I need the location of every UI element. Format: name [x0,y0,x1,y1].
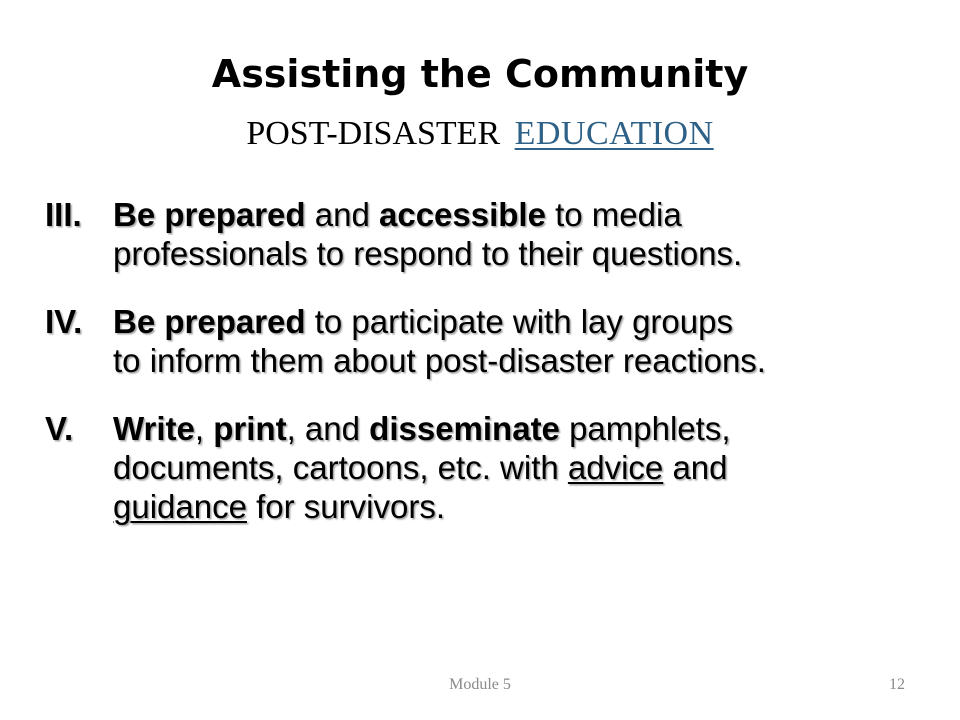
item-text [113,196,742,272]
emphasis-write: Write [113,410,195,447]
item-text-segment: and [663,449,728,486]
education-link[interactable]: EDUCATION [514,115,714,152]
item-text-segment: to inform them about post-disaster reactions. [113,342,766,379]
item-text-segment: and [305,196,379,233]
item-text-segment: pamphlets, [559,410,731,447]
item-numeral: IV. [45,303,83,340]
subtitle-prefix: POST-DISASTER [246,115,501,152]
item-text [113,303,766,379]
list-item-v [45,409,935,526]
item-text-segment: for survivors. [246,488,445,525]
underlined-advice: advice [567,449,664,486]
slide-subtitle [0,110,960,158]
slide-title: Assisting the Community [211,52,749,96]
footer-page-number: 12 [889,676,905,693]
item-text-segment: professionals to respond to their questions. [113,235,743,272]
underlined-guidance: guidance [113,488,247,525]
footer-module-label: Module 5 [449,676,511,693]
item-text [113,410,731,525]
emphasis-print: print [213,410,287,447]
item-text-segment: to participate with lay groups [305,303,733,340]
emphasis-disseminate: disseminate [369,410,560,447]
item-text-segment: , [194,410,214,447]
emphasis-be-prepared: Be prepared [113,303,306,340]
emphasis-be-prepared: Be prepared [113,196,306,233]
item-text-segment: , and [286,410,370,447]
emphasis-accessible: accessible [378,196,546,233]
item-text-segment: documents, cartoons, etc. with [113,449,568,486]
bullet-list [45,195,935,555]
list-item-iii [45,195,935,273]
item-numeral: V. [45,410,74,447]
list-item-iv [45,302,935,380]
item-numeral: III. [45,196,82,233]
item-text-segment: to media [545,196,682,233]
